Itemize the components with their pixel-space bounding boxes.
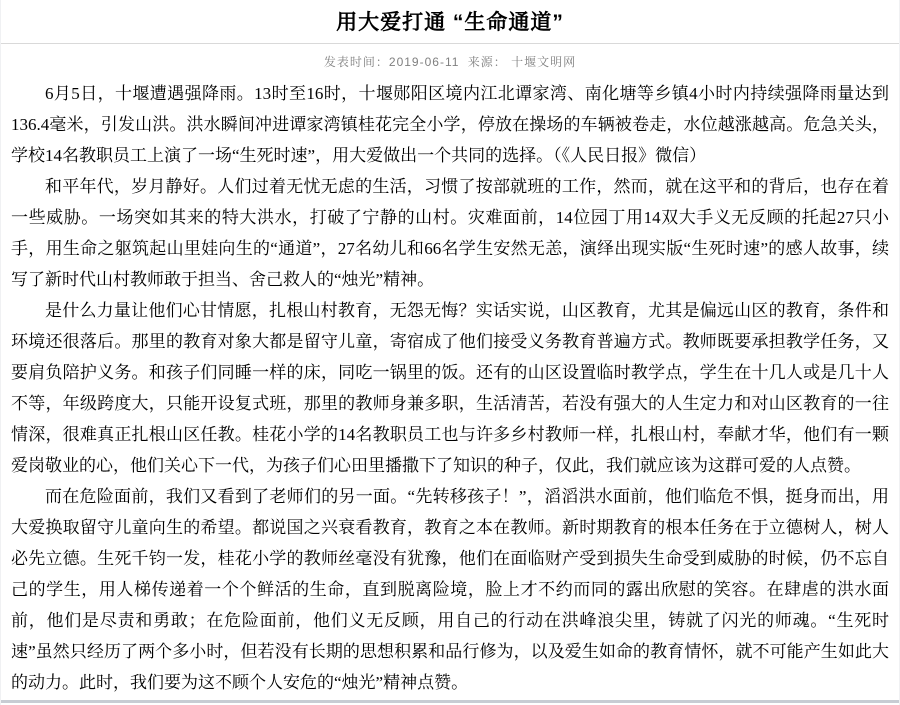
paragraph-4: 而在危险面前，我们又看到了老师们的另一面。“先转移孩子！”，滔滔洪水面前，他们临危不惧，挺身而出，用大爱换取留守儿童向生的希望。都说国之兴衰看教育，教育之本在教师。新时期教育的根本任务在于立德树人，树人必先立德。生死千钧一发，桂花小学的教师丝毫没有犹豫，他们在面临财产受到损失生命受到威胁的时候，仍不忘自己的学生，用人梯传递着一个个鲜活的生命，直到脱离险境，脸上才不约而同的露出欣慰的笑容。在肆虐的洪水面前，他们是尽责和勇敢；在危险面前，他们义无反顾，用自己的行动在洪峰浪尖里，铸就了闪光的师魂。“生死时速”虽然只经历了两个多小时，但若没有长期的思想积累和品行修为，以及爱生如命的教育情怀，就不可能产生如此大的动力。此时，我们要为这不顾个人安危的“烛光”精神点赞。 [11, 487, 889, 692]
paragraph-2: 和平年代，岁月静好。人们过着无忧无虑的生活，习惯了按部就班的工作，然而，就在这平和的背后，也存在着一些威胁。一场突如其来的特大洪水，打破了宁静的山村。灾难面前，14位园丁用14双大手义无反顾的托起27只小手，用生命之躯筑起山里娃向生的“通道”，27名幼儿和66名学生安然无恙，演绎出现实版“生死时速”的感人故事，续写了新时代山村教师敢于担当、舍己救人的“烛光”精神。 [11, 177, 889, 289]
article-meta [1, 53, 899, 70]
publish-time-label: 发表时间：2019-06-11 [323, 55, 460, 69]
source-label: 来源： 十堰文明网 [467, 55, 577, 69]
bottom-divider [1, 700, 899, 703]
title-divider [1, 43, 899, 44]
paragraph-1: 6月5日，十堰遭遇强降雨。13时至16时，十堰郧阳区境内江北谭家湾、南化塘等乡镇4小时内持续强降雨量达到136.4毫米，引发山洪。洪水瞬间冲进谭家湾镇桂花完全小学，停放在操场的车辆被卷走，水位越涨越高。危急关头，学校14名教职员工上演了一场“生死时速”，用大爱做出一个共同的选择。（《人民日报》微信） [11, 84, 889, 165]
paragraph-3: 是什么力量让他们心甘情愿，扎根山村教育，无怨无悔？实话实说，山区教育，尤其是偏远山区的教育，条件和环境还很落后。那里的教育对象大都是留守儿童，寄宿成了他们接受义务教育普遍方式。教师既要承担教学任务，又要肩负陪护义务。和孩子们同睡一样的床，同吃一锅里的饭。还有的山区设置临时教学点，学生在十几人或是几十人不等，年级跨度大，只能开设复式班，那里的教师身兼多职，生活清苦，若没有强大的人生定力和对山区教育的一往情深，很难真正扎根山区任教。桂花小学的14名教职员工也与许多乡村教师一样，扎根山村，奉献才华，他们有一颗爱岗敬业的心，他们关心下一代，为孩子们心田里播撒下了知识的种子，仅此，我们就应该为这群可爱的人点赞。 [11, 301, 889, 475]
article-body [1, 78, 899, 698]
page-title: 用大爱打通 “生命通道” [336, 11, 564, 34]
